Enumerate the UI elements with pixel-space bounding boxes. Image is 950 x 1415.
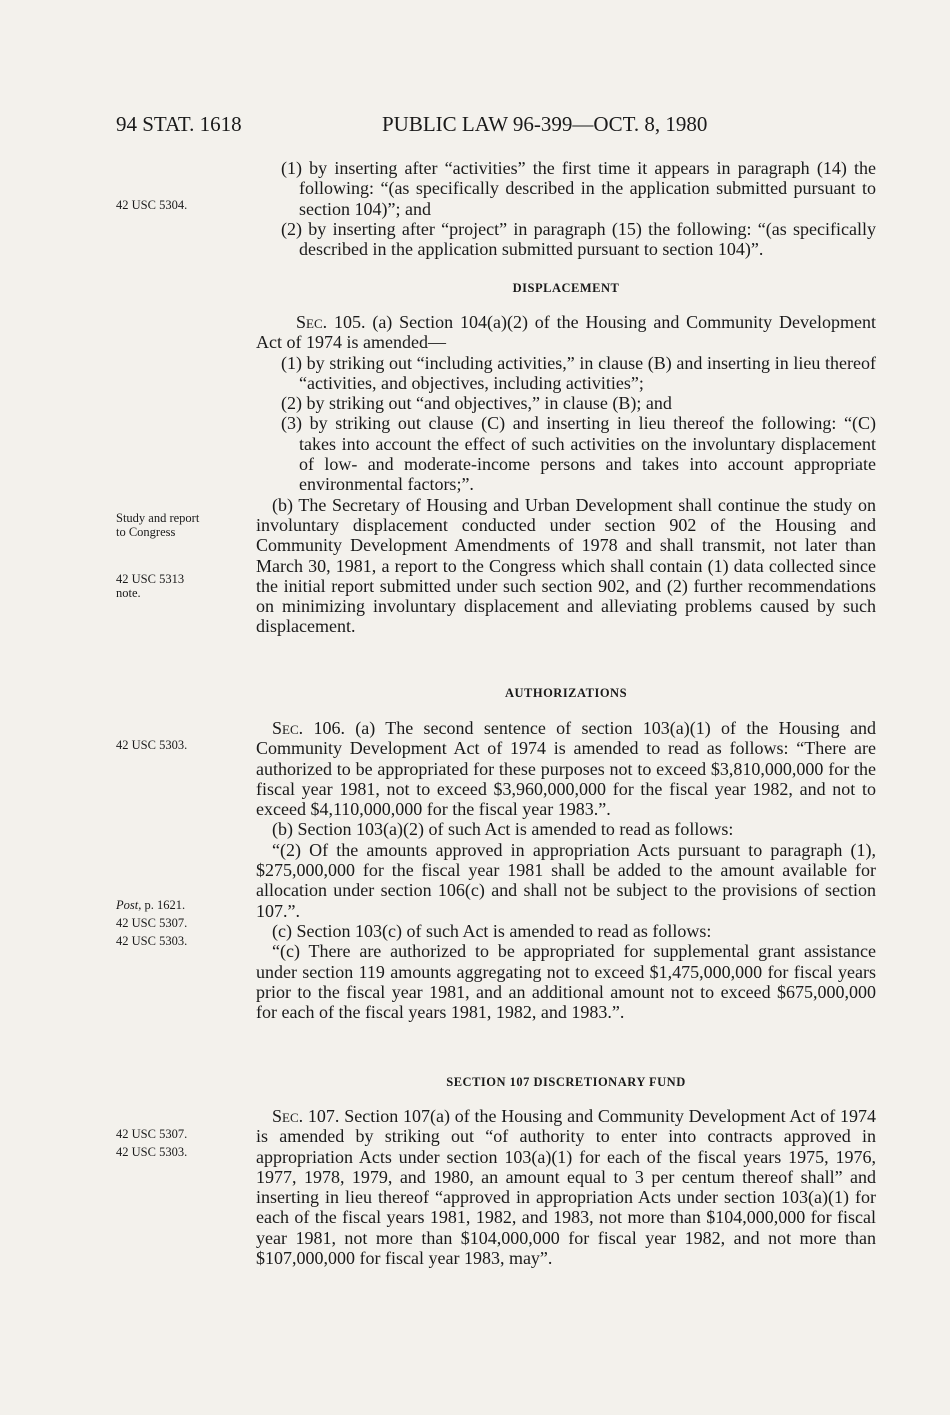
paragraph: (3) by striking out clause (C) and inserting in lieu thereof the following: “(C) takes into account the effect of such activities on the involuntary displacement of low- and moderate-income persons and takes into account appropriate environmental factors;”. <box>281 413 876 495</box>
margin-note-usc-5307-b: 42 USC 5307. <box>116 1127 188 1141</box>
paragraph: “(c) There are authorized to be appropriated for supplemental grant assistance under section 119 amounts aggregating not to exceed $1,475,000,000 for fiscal years prior to the fiscal year 1981, and an additional amount not to exceed $675,000,000 for each of the fiscal years 1981, 1982, and 1983.”. <box>256 941 876 1023</box>
paragraph: (2) by inserting after “project” in paragraph (15) the following: “(as specifically described in the application submitted pursuant to section 104)”. <box>281 218 876 260</box>
paragraph: (b) Section 103(a)(2) of such Act is amended to read as follows: <box>272 819 734 840</box>
paragraph: Sec. 107. Section 107(a) of the Housing and Community Development Act of 1974 is amended by striking out “of authority to enter into contracts approved in appropriation Acts under section 103(a)(1) for each of the fiscal years 1975, 1976, 1977, 1978, 1979, and 1980, an amount equal to 3 per centum thereof shall” and inserting in lieu thereof “approved in appropriation Acts under section 103(a)(1) for each of the fiscal years 1981, 1982, and 1983, not more than $104,000,000 for fiscal year 1981, not more than $104,000,000 for fiscal year 1982, and not more than $107,000,000 for fiscal year 1983, may”. <box>256 1106 876 1269</box>
law-title: PUBLIC LAW 96-399—OCT. 8, 1980 <box>382 112 708 136</box>
heading-authorizations: AUTHORIZATIONS <box>504 686 628 700</box>
paragraph: Sec. 105. (a) Section 104(a)(2) of the Housing and Community Development Act of 1974 is amended— <box>256 312 876 353</box>
paragraph: (1) by inserting after “activities” the first time it appears in paragraph (14) the following: “(as specifically described in the application submitted pursuant to section 104)”; and <box>281 158 876 219</box>
paragraph: Sec. 106. (a) The second sentence of section 103(a)(1) of the Housing and Community Development Act of 1974 is amended to read as follows: “There are authorized to be appropriated for these purposes not to exceed $3,810,000,000 for the fiscal year 1981, not to exceed $3,960,000,000 for the fiscal year 1982, and not to exceed $4,110,000,000 for the fiscal year 1983.”. <box>256 718 876 820</box>
amendment-block-1 <box>256 158 876 259</box>
paragraph: (2) by striking out “and objectives,” in clause (B); and <box>281 393 672 414</box>
margin-note-usc-5303-a: 42 USC 5303. <box>116 738 188 752</box>
paragraph: (c) Section 103(c) of such Act is amended to read as follows: <box>272 920 712 941</box>
section-107 <box>256 1106 876 1268</box>
margin-note-study-report: Study and report to Congress <box>116 511 200 539</box>
margin-note-post: Post, p. 1621. <box>116 898 186 912</box>
paragraph: (b) The Secretary of Housing and Urban Development shall continue the study on involuntary displacement conducted under section 902 of the Housing and Community Development Amendments of 1978 and shall transmit, not later than March 30, 1981, a report to the Congress which shall contain (1) data collected since the initial report submitted under such section 902, and (2) further recommendations on minimizing involuntary displacement and alleviating problems caused by such displacement. <box>256 494 876 637</box>
page-header <box>116 112 876 142</box>
margin-note-usc-5303-c: 42 USC 5303. <box>116 1145 188 1159</box>
margin-note-usc-5313: 42 USC 5313 note. <box>116 572 185 600</box>
stat-citation: 94 STAT. 1618 <box>116 112 242 136</box>
paragraph: “(2) Of the amounts approved in appropriation Acts pursuant to paragraph (1), $275,000,000 for the fiscal year 1981 shall be added to the amount available for allocation under section 106(c) and shall not be subject to the provisions of section 107.”. <box>256 839 876 921</box>
heading-discretionary-fund: SECTION 107 DISCRETIONARY FUND <box>446 1075 686 1089</box>
paragraph: (1) by striking out “including activities,” in clause (B) and inserting in lieu thereof “activities, and objectives, including activities”; <box>281 352 876 393</box>
margin-note-usc-5303-b: 42 USC 5303. <box>116 934 188 948</box>
margin-note-usc-5304: 42 USC 5304. <box>116 198 188 212</box>
section-106 <box>256 718 876 1022</box>
section-105 <box>256 312 876 637</box>
margin-note-usc-5307-a: 42 USC 5307. <box>116 916 188 930</box>
heading-displacement: DISPLACEMENT <box>512 281 620 295</box>
